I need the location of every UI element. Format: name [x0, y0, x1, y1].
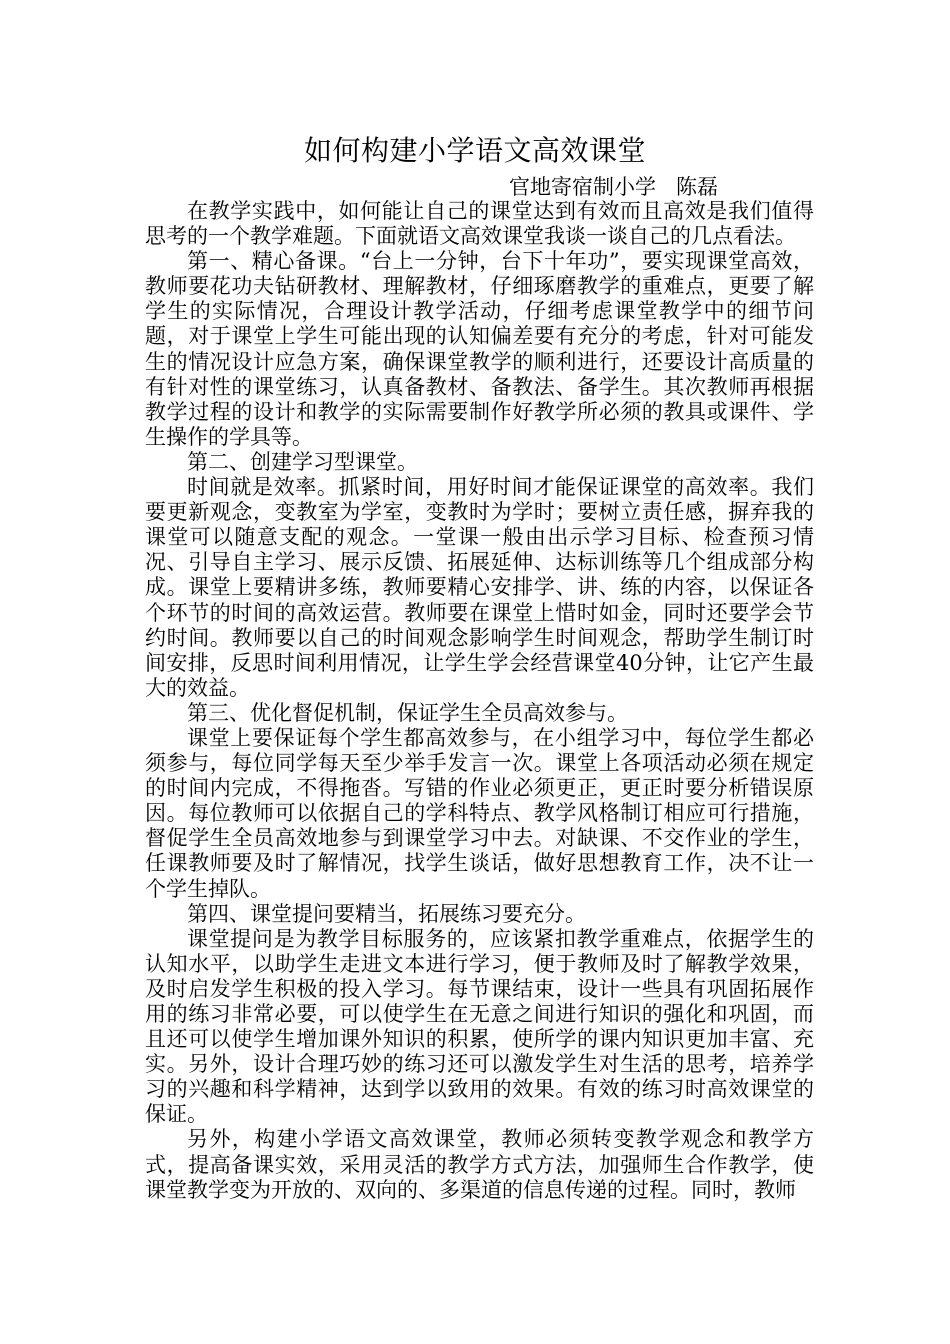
- paragraph-point-4: 课堂提问是为教学目标服务的，应该紧扣教学重难点，依据学生的认知水平，以助学生走进文本进行学习，便于教师及时了解教学效果，及时启发学生积极的投入学习。每节课结束，设计一些具有巩固拓展作用的练习非常必要，可以使学生在无意之间进行知识的强化和巩固，而且还可以使学生增加课外知识的积累，使所学的课内知识更加丰富、充实。另外，设计合理巧妙的练习还可以激发学生对生活的思考，培养学习的兴趣和科学精神，达到学以致用的效果。有效的练习时高效课堂的保证。: [145, 926, 814, 1127]
- paragraph-conclusion: 另外，构建小学语文高效课堂，教师必须转变教学观念和教学方式，提高备课实效，采用灵活的教学方式方法，加强师生合作教学，使课堂教学变为开放的、双向的、多渠道的信息传递的过程。同时，教师: [145, 1127, 814, 1202]
- paragraph-intro: 在教学实践中，如何能让自己的课堂达到有效而且高效是我们值得思考的一个教学难题。下面就语文高效课堂我谈一谈自己的几点看法。: [145, 199, 814, 249]
- heading-point-4: 第四、课堂提问要精当，拓展练习要充分。: [187, 901, 586, 926]
- document-title: 如何构建小学语文高效课堂: [303, 134, 646, 167]
- paragraph-point-3: 课堂上要保证每个学生都高效参与，在小组学习中，每位学生都必须参与，每位同学每天至少举手发言一次。课堂上各项活动必须在规定的时间内完成，不得拖沓。写错的作业必须更正，更正时要分析错误原因。每位教师可以依据自己的学科特点、教学风格制订相应可行措施，督促学生全员高效地参与到课堂学习中去。对缺课、不交作业的学生，任课教师要及时了解情况，找学生谈话，做好思想教育工作，决不让一个学生掉队。: [145, 725, 814, 901]
- document-body: [145, 199, 814, 1203]
- paragraph-point-2: 时间就是效率。抓紧时间，用好时间才能保证课堂的高效率。我们要更新观念，变教室为学室，变教时为学时；要树立责任感，摒弃我的课堂可以随意支配的观念。一堂课一般由出示学习目标、检查预习情况、引导自主学习、展示反馈、拓展延伸、达标训练等几个组成部分构成。课堂上要精讲多练，教师要精心安排学、讲、练的内容，以保证各个环节的时间的高效运营。教师要在课堂上惜时如金，同时还要学会节约时间。教师要以自己的时间观念影响学生时间观念，帮助学生制订时间安排，反思时间利用情况，让学生学会经营课堂40分钟，让它产生最大的效益。: [145, 475, 814, 700]
- heading-point-3: 第三、优化督促机制，保证学生全员高效参与。: [187, 700, 628, 725]
- author-line: 官地寄宿制小学 陈磊: [509, 175, 719, 199]
- heading-point-2: 第二、创建学习型课堂。: [187, 449, 418, 474]
- paragraph-point-1: 第一、精心备课。“台上一分钟，台下十年功”，要实现课堂高效，教师要花功夫钻研教材、理解教材，仔细琢磨教学的重难点，更要了解学生的实际情况，合理设计教学活动，仔细考虑课堂教学中的细节问题，对于课堂上学生可能出现的认知偏差要有充分的考虑，针对可能发生的情况设计应急方案，确保课堂教学的顺利进行，还要设计高质量的有针对性的课堂练习，认真备教材、备教法、备学生。其次教师再根据教学过程的设计和教学的实际需要制作好教学所必须的教具或课件、学生操作的学具等。: [145, 249, 814, 449]
